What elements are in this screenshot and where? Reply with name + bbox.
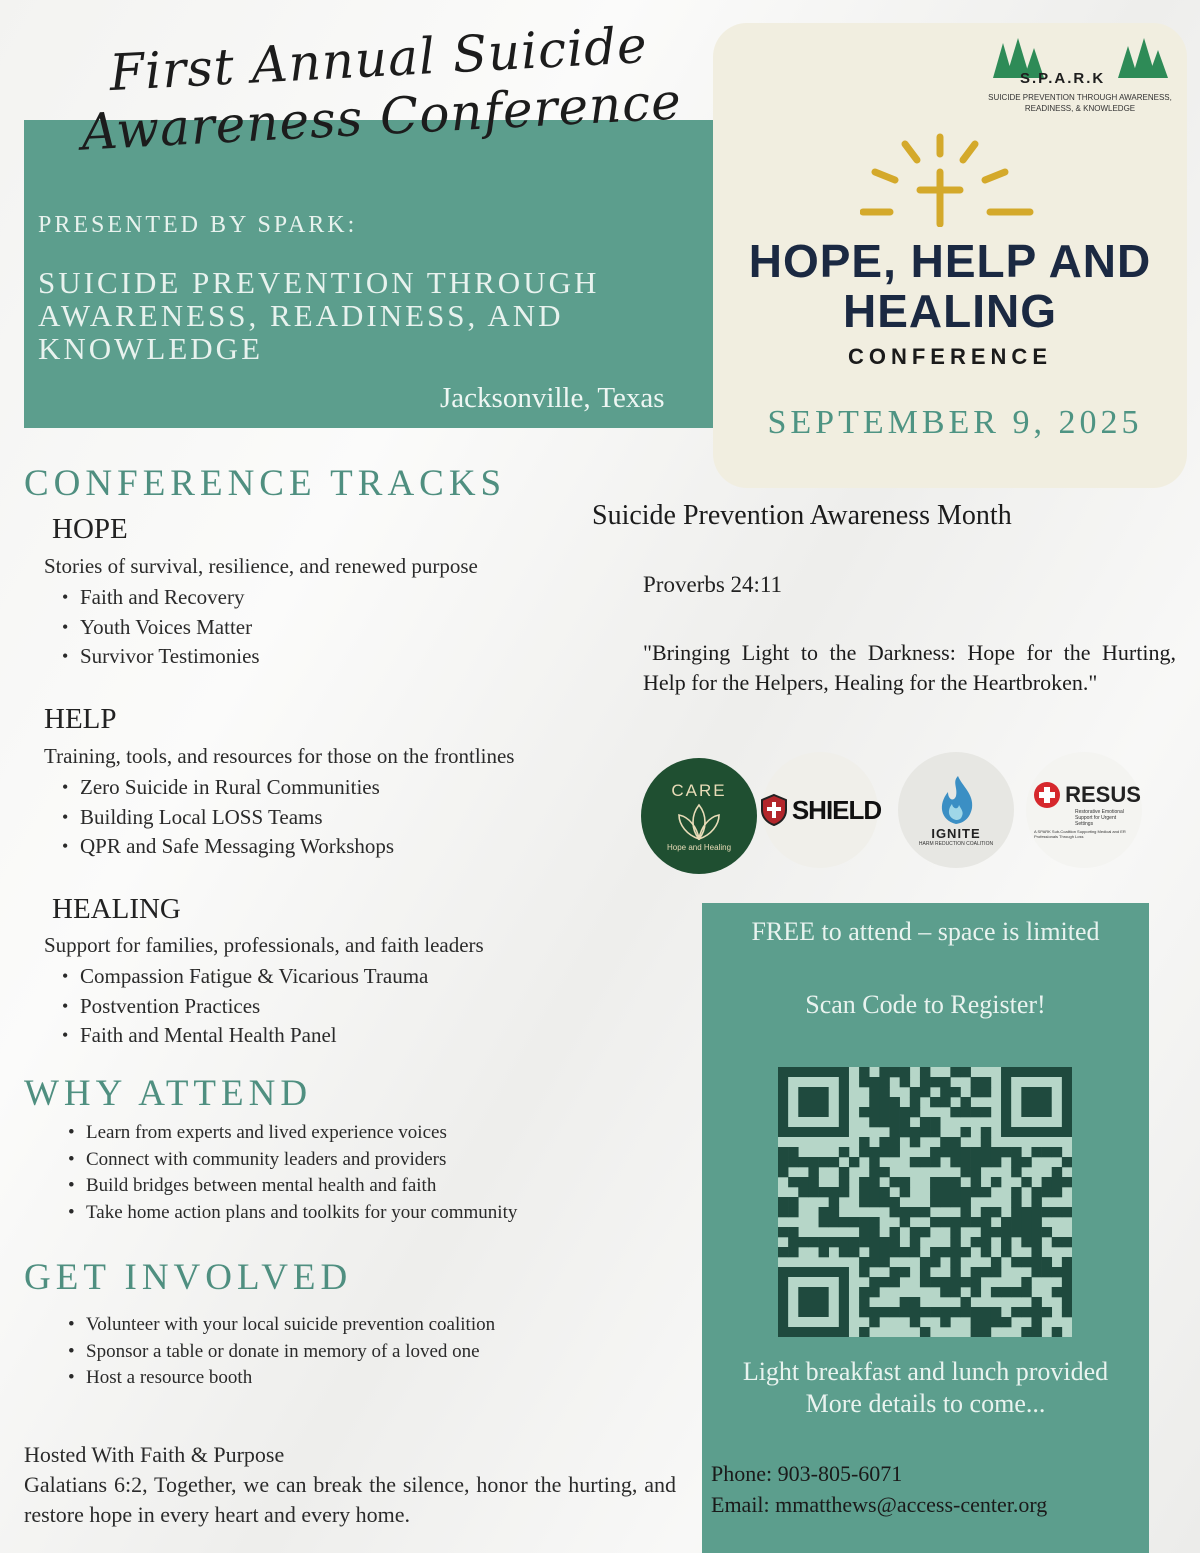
list-item: • Host a resource booth bbox=[68, 1365, 495, 1392]
email-label: Email: bbox=[711, 1492, 770, 1517]
meals-note bbox=[702, 1356, 1149, 1420]
meals-line: Light breakfast and lunch provided bbox=[742, 1357, 1109, 1386]
list-item: • QPR and Safe Messaging Workshops bbox=[62, 832, 394, 862]
contact-info bbox=[711, 1458, 1047, 1520]
get-involved-heading: GET INVOLVED bbox=[24, 1257, 353, 1298]
resus-badge bbox=[1026, 752, 1142, 868]
resus-note: A SPARK Sub-Coalition Supporting Medical and ER Professionals Through Loss bbox=[1034, 829, 1126, 839]
care-sub: Hope and Healing bbox=[666, 842, 732, 852]
track-hope-desc: Stories of survival, resilience, and renewed purpose bbox=[44, 554, 478, 578]
spark-logo-tagline: SUICIDE PREVENTION THROUGH AWARENESS, READINESS, & KNOWLEDGE bbox=[988, 93, 1172, 113]
track-hope-title: HOPE bbox=[52, 513, 128, 545]
scan-instruction: Scan Code to Register! bbox=[805, 990, 1046, 1019]
qr-code-icon[interactable] bbox=[778, 1067, 1072, 1337]
presented-by: PRESENTED BY SPARK: bbox=[38, 212, 358, 238]
proverbs-reference: Proverbs 24:11 bbox=[643, 572, 783, 597]
registration-qr-code[interactable] bbox=[778, 1067, 1072, 1337]
ignite-sub: HARM REDUCTION COALITION bbox=[918, 840, 994, 847]
track-help-desc: Training, tools, and resources for those on the frontlines bbox=[44, 744, 515, 768]
list-item: • Connect with community leaders and providers bbox=[68, 1147, 517, 1174]
event-date: SEPTEMBER 9, 2025 bbox=[767, 404, 1143, 441]
location: Jacksonville, Texas bbox=[440, 382, 665, 414]
list-item: • Volunteer with your local suicide prevention coalition bbox=[68, 1312, 495, 1339]
care-title: CARE bbox=[671, 780, 727, 800]
track-healing-list bbox=[62, 962, 428, 1051]
shield-title: SHIELD bbox=[791, 794, 882, 825]
flame-icon bbox=[928, 774, 984, 826]
lotus-icon bbox=[671, 801, 727, 841]
script-title: First Annual Suicide Awareness Conference bbox=[79, 15, 684, 162]
hosted-line: Hosted With Faith & Purpose bbox=[24, 1442, 285, 1467]
ignite-title: IGNITE bbox=[931, 825, 981, 841]
list-item: • Take home action plans and toolkits for your community bbox=[68, 1200, 517, 1227]
hope-help-healing-title: HOPE, HELP AND HEALING bbox=[748, 235, 1152, 337]
care-badge bbox=[641, 758, 757, 874]
track-help-list bbox=[62, 773, 394, 862]
get-involved-list bbox=[68, 1312, 495, 1392]
galatians-line: Galatians 6:2, Together, we can break the silence, honor the hurting, and restore hope in every heart and every home. bbox=[24, 1472, 676, 1527]
conference-subtitle: CONFERENCE bbox=[847, 344, 1052, 369]
ignite-badge bbox=[898, 752, 1014, 868]
list-item: • Zero Suicide in Rural Communities bbox=[62, 773, 394, 803]
medical-cross-icon bbox=[1033, 781, 1061, 809]
track-healing-desc: Support for families, professionals, and faith leaders bbox=[44, 933, 484, 957]
tracks-heading: CONFERENCE TRACKS bbox=[24, 463, 507, 504]
spark-logo-name: S.P.A.R.K bbox=[1020, 70, 1106, 87]
cross-rays-icon bbox=[860, 132, 1035, 227]
phone-number[interactable]: 903-805-6071 bbox=[777, 1461, 903, 1486]
email-address[interactable]: mmatthews@access-center.org bbox=[775, 1492, 1048, 1517]
track-help-title: HELP bbox=[44, 703, 117, 735]
track-hope-list bbox=[62, 583, 260, 672]
list-item: • Compassion Fatigue & Vicarious Trauma bbox=[62, 962, 428, 992]
theme-quote: "Bringing Light to the Darkness: Hope for the Hurting, Help for the Helpers, Healing for the Heartbroken." bbox=[643, 640, 1176, 695]
list-item: • Survivor Testimonies bbox=[62, 642, 260, 672]
awareness-month: Suicide Prevention Awareness Month bbox=[592, 500, 1012, 531]
list-item: • Learn from experts and lived experience voices bbox=[68, 1120, 517, 1147]
why-attend-heading: WHY ATTEND bbox=[24, 1073, 313, 1114]
shield-badge bbox=[762, 752, 882, 868]
list-item: • Building Local LOSS Teams bbox=[62, 803, 394, 833]
resus-sub: Restorative Emotional Support for Urgent Settings bbox=[1075, 809, 1124, 827]
list-item: • Build bridges between mental health and faith bbox=[68, 1173, 517, 1200]
list-item: • Faith and Mental Health Panel bbox=[62, 1021, 428, 1051]
phone-label: Phone: bbox=[711, 1461, 773, 1486]
shield-cross-icon bbox=[759, 793, 789, 827]
org-full-name: SUICIDE PREVENTION THROUGH AWARENESS, READINESS, AND KNOWLEDGE bbox=[38, 265, 600, 366]
track-healing-title: HEALING bbox=[52, 893, 181, 925]
list-item: • Postvention Practices bbox=[62, 992, 428, 1022]
list-item: • Sponsor a table or donate in memory of a loved one bbox=[68, 1339, 495, 1366]
hosted-statement bbox=[24, 1440, 676, 1530]
list-item: • Youth Voices Matter bbox=[62, 613, 260, 643]
list-item: • Faith and Recovery bbox=[62, 583, 260, 613]
resus-title: RESUS bbox=[1065, 782, 1141, 807]
details-line: More details to come... bbox=[805, 1389, 1046, 1418]
free-attendance-note: FREE to attend – space is limited bbox=[751, 917, 1100, 946]
why-attend-list bbox=[68, 1120, 517, 1226]
